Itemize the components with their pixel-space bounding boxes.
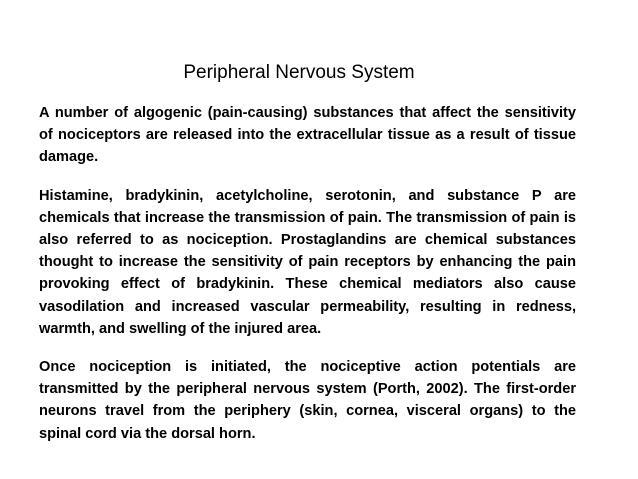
slide-body — [39, 102, 576, 445]
paragraph-pain-chemicals: Histamine, bradykinin, acetylcholine, serotonin, and substance P are chemicals that increase the transmission of pain. The transmission of pain is also referred to as nociception. Prostaglandins are chemical substances thought to increase the sensitivity of pain receptors by enhancing the pain provoking effect of bradykinin. These chemical mediators also cause vasodilation and increased vascular permeability, resulting in redness, warmth, and swelling of the injured area. — [39, 187, 576, 337]
paragraph-algogenic-substances: A number of algogenic (pain-causing) substances that affect the sensitivity of nociceptors are released into the extracellular tissue as a result of tissue damage. — [39, 105, 576, 166]
paragraph-nociception-transmission: Once nociception is initiated, the nociceptive action potentials are transmitted by the peripheral nervous system (Porth, 2002). The first-order neurons travel from the periphery (skin, cornea, visceral organs) to the spinal cord via the dorsal horn. — [39, 359, 576, 442]
slide-title: Peripheral Nervous System — [183, 62, 415, 83]
